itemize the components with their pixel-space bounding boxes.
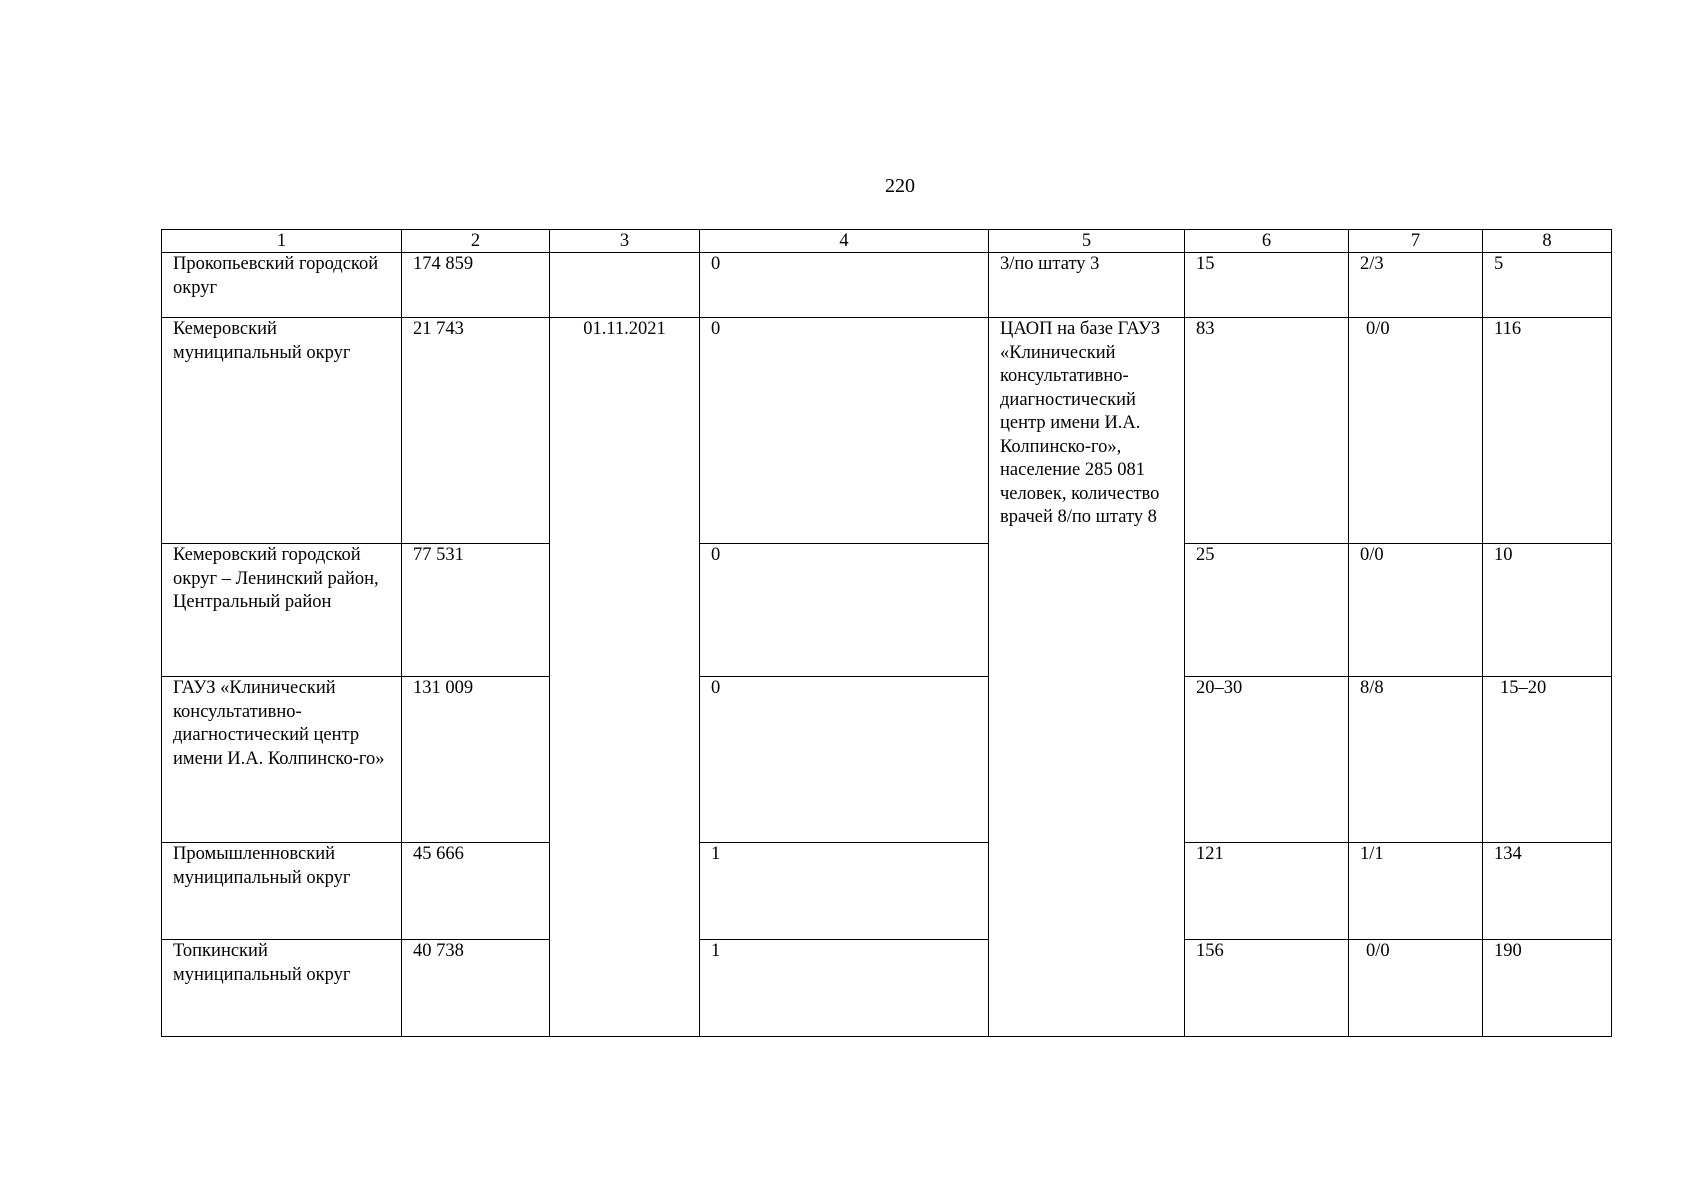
column-header: 3 [550, 230, 700, 253]
table-row [162, 940, 1612, 1037]
cell-value-7: 2/3 [1349, 253, 1483, 318]
cell-population: 174 859 [402, 253, 550, 318]
cell-territory: Прокопьевский городской округ [162, 253, 402, 318]
data-table [161, 229, 1612, 1037]
cell-date-merged: 01.11.2021 [550, 318, 700, 1037]
column-header: 1 [162, 230, 402, 253]
cell-value-7: 8/8 [1349, 677, 1483, 843]
cell-note: 3/по штату 3 [989, 253, 1185, 318]
column-header: 4 [700, 230, 989, 253]
cell-population: 40 738 [402, 940, 550, 1037]
cell-territory: Топкинский муниципальный округ [162, 940, 402, 1037]
cell-value-7: 0/0 [1349, 318, 1483, 544]
cell-value-7: 0/0 [1349, 940, 1483, 1037]
cell-territory: ГАУЗ «Клинический консультативно-диагностический центр имени И.А. Колпинско-го» [162, 677, 402, 843]
cell-value-4: 0 [700, 318, 989, 544]
cell-value-8: 5 [1483, 253, 1612, 318]
cell-value-4: 1 [700, 940, 989, 1037]
cell-value-4: 0 [700, 677, 989, 843]
cell-value-6: 20–30 [1185, 677, 1349, 843]
cell-territory: Кемеровский муниципальный округ [162, 318, 402, 544]
column-header: 7 [1349, 230, 1483, 253]
cell-value-6: 25 [1185, 544, 1349, 677]
cell-value-8: 10 [1483, 544, 1612, 677]
table-row [162, 544, 1612, 677]
cell-value-8: 190 [1483, 940, 1612, 1037]
cell-note-merged: ЦАОП на базе ГАУЗ «Клинический консультативно-диагностический центр имени И.А. Колпинско-го», население 285 081 человек, количество врачей 8/по штату 8 [989, 318, 1185, 1037]
cell-value-7: 1/1 [1349, 843, 1483, 940]
cell-value-8: 116 [1483, 318, 1612, 544]
cell-value-6: 83 [1185, 318, 1349, 544]
cell-value-7: 0/0 [1349, 544, 1483, 677]
column-header: 8 [1483, 230, 1612, 253]
cell-value-6: 156 [1185, 940, 1349, 1037]
cell-value-8: 134 [1483, 843, 1612, 940]
cell-population: 131 009 [402, 677, 550, 843]
cell-territory: Промышленновский муниципальный округ [162, 843, 402, 940]
column-header: 6 [1185, 230, 1349, 253]
table-row [162, 677, 1612, 843]
cell-population: 21 743 [402, 318, 550, 544]
cell-population: 77 531 [402, 544, 550, 677]
column-header: 2 [402, 230, 550, 253]
cell-value-4: 1 [700, 843, 989, 940]
table-header-row [162, 230, 1612, 253]
cell-value-6: 15 [1185, 253, 1349, 318]
column-header: 5 [989, 230, 1185, 253]
cell-value-6: 121 [1185, 843, 1349, 940]
cell-date [550, 253, 700, 318]
cell-population: 45 666 [402, 843, 550, 940]
table-row [162, 843, 1612, 940]
cell-territory: Кемеровский городской округ – Ленинский район, Центральный район [162, 544, 402, 677]
table-row [162, 253, 1612, 318]
table-row [162, 318, 1612, 544]
page-number: 220 [885, 175, 915, 197]
cell-value-4: 0 [700, 544, 989, 677]
cell-value-8: 15–20 [1483, 677, 1612, 843]
cell-value-4: 0 [700, 253, 989, 318]
